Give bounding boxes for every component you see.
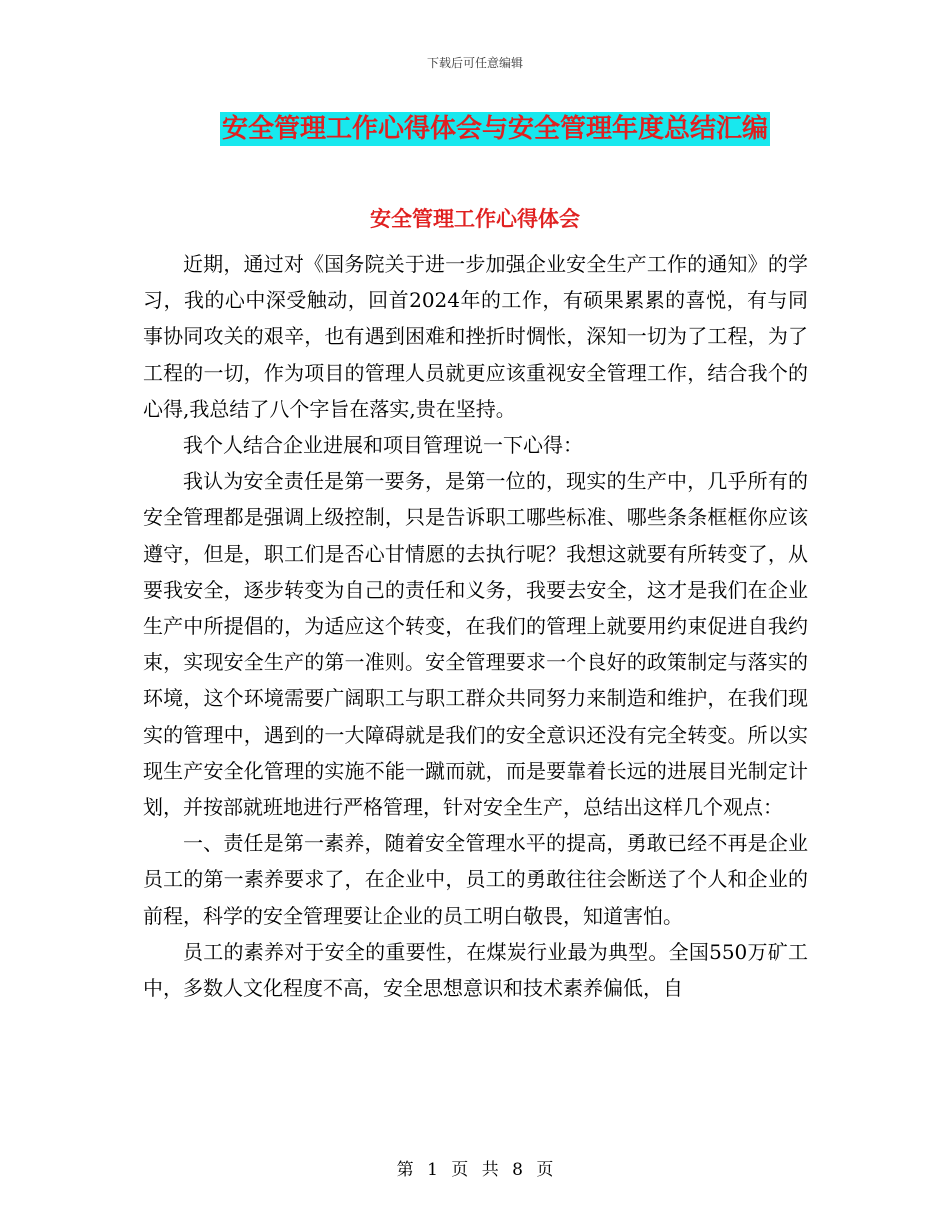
header-note: 下载后可任意编辑: [426, 56, 523, 70]
section-title: 安全管理工作心得体会: [370, 206, 580, 231]
body-text: [143, 246, 808, 1006]
paragraph: 我个人结合企业进展和项目管理说一下心得：: [183, 433, 583, 458]
paragraph: 我认为安全责任是第一要务，是第一位的，现实的生产中，几乎所有的安全管理都是强调上级控制，只是告诉职工哪些标准、哪些条条框框你应该遵守，但是，职工们是否心甘情愿的去执行呢？我想这就要有所转变了，从要我安全，逐步转变为自己的责任和义务，我要去安全，这才是我们在企业生产中所提倡的，为适应这个转变，在我们的管理上就要用约束促进自我约束，实现安全生产的第一准则。安全管理要求一个良好的政策制定与落实的环境，这个环境需要广阔职工与职工群众共同努力来制造和维护，在我们现实的管理中，遇到的一大障碍就是我们的安全意识还没有完全转变。所以实现生产安全化管理的实施不能一蹴而就，而是要靠着长远的进展目光制定计划，并按部就班地进行严格管理，针对安全生产，总结出这样几个观点：: [143, 469, 808, 820]
paragraph: 一、责任是第一素养，随着安全管理水平的提高，勇敢已经不再是企业员工的第一素养要求了，在企业中，员工的勇敢往往会断送了个人和企业的前程，科学的安全管理要让企业的员工明白敬畏，知道害怕。: [143, 831, 808, 928]
paragraph: 近期，通过对《国务院关于进一步加强企业安全生产工作的通知》的学习，我的心中深受触动，回首2024年的工作，有硕果累累的喜悦，有与同事协同攻关的艰辛，也有遇到困难和挫折时惆怅，深知一切为了工程，为了工程的一切，作为项目的管理人员就更应该重视安全管理工作，结合我个的心得,我总结了八个字旨在落实,贵在坚持。: [143, 252, 808, 421]
page-number: 第 1 页 共 8 页: [396, 1160, 554, 1180]
paragraph: 员工的素养对于安全的重要性，在煤炭行业最为典型。全国550万矿工中，多数人文化程度不高，安全思想意识和技术素养偏低，自: [143, 939, 808, 1001]
main-title: 安全管理工作心得体会与安全管理年度总结汇编: [222, 114, 769, 144]
